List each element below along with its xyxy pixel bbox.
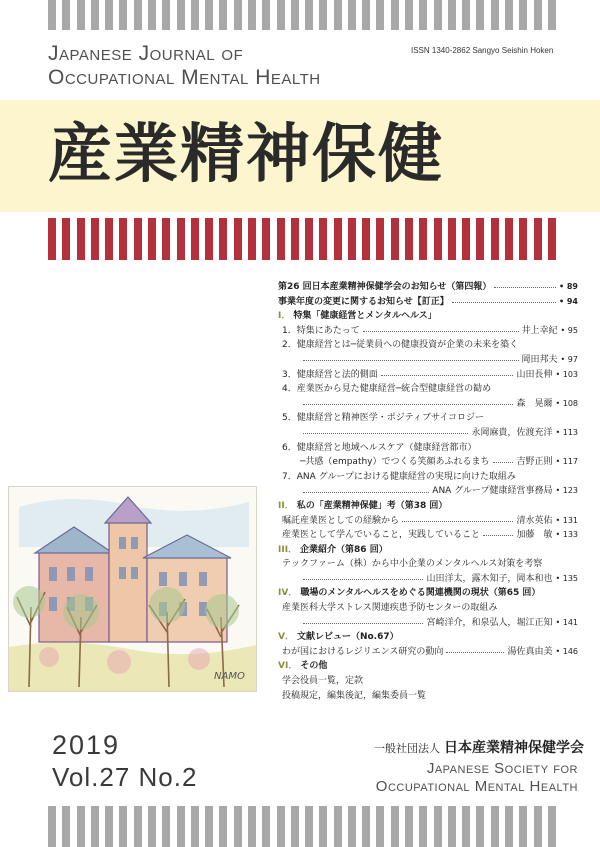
toc-section-number: III． [278,544,298,555]
stripe [548,0,556,30]
toc-leader-dots [483,534,513,536]
toc-leader-dots [381,374,514,376]
stripe [262,218,270,260]
stripe [277,0,285,30]
toc-entry-title: わが国におけるレジリエンス研究の動向 [282,646,444,657]
society-japanese-name [374,737,584,757]
bottom-stripe-band [48,806,556,847]
stripe [205,0,213,30]
toc-section-title: 職場のメンタルヘルスをめぐる関連機関の現状（第65 回） [300,588,541,599]
stripe [291,0,299,30]
stripe [205,218,213,260]
toc-leader-dots [303,491,429,493]
toc-entry-author: 宮崎洋介，和泉弘人，堀江正知 [426,617,553,628]
painting-signature: NAMO [214,671,245,682]
toc-entry-author: 加藤 敏 [516,530,553,541]
stripe [405,0,413,30]
toc-section-number: IV． [278,588,298,599]
stripe [462,806,470,847]
stripe [376,806,384,847]
stripe [205,806,213,847]
stripe [434,0,442,30]
stripe [319,806,327,847]
stripe [262,0,270,30]
stripe [105,806,113,847]
toc-leader-dots [303,359,519,361]
stripe [405,806,413,847]
stripe [476,218,484,260]
stripe [48,218,56,260]
stripe [348,218,356,260]
red-stripe-band [48,218,556,260]
toc-entry-author: 清水英佑 [516,515,553,526]
toc-entry-page: • 133 [555,530,578,540]
stripe [105,0,113,30]
toc-entry-page: • 131 [555,515,578,525]
toc-entry [278,368,578,383]
stripe [291,218,299,260]
stripe [548,806,556,847]
toc-section-title: 特集「健康経営とメンタルヘルス」 [293,311,437,322]
stripe [262,806,270,847]
society-en-line-1: Japanese Society for [426,760,578,777]
toc-section [278,543,578,558]
stripe [491,806,499,847]
stripe [62,0,70,30]
toc-leader-dots [446,651,504,653]
toc-entry [278,484,578,499]
toc-entry [278,324,578,339]
stripe [148,218,156,260]
toc-entry-author: 井上幸紀 [521,325,558,336]
toc-leader-dots [303,578,423,580]
toc-entry-title: 投稿規定，編集後記，編集委員一覧 [282,690,427,701]
stripe [405,218,413,260]
stripe [119,806,127,847]
stripe [419,0,427,30]
stripe [234,0,242,30]
issn-label: ISSN 1340-2862 Sangyo Seishin Hoken [411,46,554,55]
toc-entry [278,528,578,543]
toc-section-number: II． [278,500,294,511]
toc-leader-dots [303,622,423,624]
stripe [319,218,327,260]
stripe [505,218,513,260]
stripe [134,0,142,30]
toc-entry [278,353,578,368]
stripe [48,0,56,30]
toc-entry-title: 2．健康経営とは─従業員への健康投資が企業の未来を築く [282,340,519,351]
toc-entry-title: テックファーム（株）から中小企業のメンタルヘルス対策を考察 [282,559,543,570]
stripe [391,0,399,30]
toc-entry [278,616,578,631]
toc-entry [278,426,578,441]
toc-entry-author: 山田長伸 [516,369,553,380]
toc-section-number: VI． [278,661,298,672]
stripe [391,218,399,260]
toc-entry-title: 産業医科大学ストレス関連疾患予防センターの取組み [282,603,498,614]
toc-entry-author: 永岡麻貴，佐渡充洋 [471,427,553,438]
toc-leader-dots [303,403,513,405]
stripe [248,218,256,260]
stripe [334,0,342,30]
stripe [277,218,285,260]
stripe [191,0,199,30]
toc-section [278,630,578,645]
toc-entry-page: • 94 [558,296,578,306]
stripe [248,806,256,847]
toc-entry [278,295,578,310]
stripe [219,218,227,260]
stripe [548,218,556,260]
toc-entry-author: 森 晃爾 [516,398,553,409]
stripe [462,0,470,30]
toc-entry [278,455,578,470]
stripe [462,218,470,260]
toc-entry-author: 湯佐真由美 [507,646,553,657]
painting-illustration [9,487,256,691]
toc-entry-title: 4．産業医から見た健康経営─統合型健康経営の勧め [282,384,492,395]
stripe [219,806,227,847]
stripe [519,218,527,260]
toc-section-number: I． [278,311,291,322]
toc-section-title: 私の「産業精神保健」考（第38 回） [296,500,448,511]
stripe [448,0,456,30]
stripe [534,806,542,847]
toc-entry [278,280,578,295]
stripe [476,806,484,847]
journal-japanese-title: 産業精神保健 [48,118,444,192]
stripe [177,218,185,260]
stripe [162,0,170,30]
toc-entry-title: 事業年度の変更に関するお知らせ【訂正】 [278,296,449,307]
toc-leader-dots [402,520,513,522]
stripe [91,806,99,847]
toc-section-title: その他 [300,661,328,672]
stripe [162,218,170,260]
stripe [48,806,56,847]
toc-entry-author: 吉野正則 [516,457,553,468]
toc-section [278,586,578,601]
stripe [291,806,299,847]
toc-entry-title: 嘱託産業医としての経験から [282,515,400,526]
toc-entry-author: ANA グループ健康経営事務局 [432,486,553,497]
stripe [348,0,356,30]
stripe [248,0,256,30]
stripe [105,218,113,260]
stripe [505,806,513,847]
stripe [177,0,185,30]
stripe [534,218,542,260]
toc-entry-title: 6．健康経営と地域ヘルスケア（健康経営都市） [282,442,477,453]
toc-entry-page: • 135 [555,573,578,583]
stripe [434,806,442,847]
stripe [234,806,242,847]
stripe [419,218,427,260]
stripe [134,218,142,260]
toc-entry-title: 産業医として学んでいること，実践していること [282,530,481,541]
stripe [91,218,99,260]
stripe [348,806,356,847]
toc-leader-dots [303,432,468,434]
toc-entry-page: • 141 [555,617,578,627]
stripe [519,806,527,847]
toc-entry-page: • 117 [555,457,578,467]
society-english-name [300,760,578,796]
toc-entry-page: • 103 [555,369,578,379]
stripe [177,806,185,847]
society-en-line-2: Occupational Mental Health [375,778,578,795]
top-stripe-band [48,0,556,30]
stripe [491,218,499,260]
toc-entry-page: • 123 [555,486,578,496]
society-name: 日本産業精神保健学会 [444,740,584,756]
stripe [419,806,427,847]
stripe [334,806,342,847]
stripe [362,806,370,847]
toc-section [278,309,578,324]
toc-entry-title: 7．ANA グループにおける健康経営の実現に向けた取組み [282,471,516,482]
stripe [376,218,384,260]
toc-leader-dots [493,461,514,463]
toc-entry-title: ─共感（empathy）でつくる笑顔あふれるまち [300,457,490,468]
stripe [119,218,127,260]
toc-section [278,659,578,674]
toc-leader-dots [494,286,556,288]
toc-entry [278,645,578,660]
toc-entry-page: • 113 [555,427,578,437]
stripe [362,218,370,260]
toc-entry-title: 学会役員一覧，定款 [282,676,364,687]
stripe [62,806,70,847]
toc-entry-author: 岡田邦夫 [521,354,558,365]
toc-section-title: 企業紹介（第86 回） [300,544,388,555]
stripe [119,0,127,30]
toc-entry [278,572,578,587]
stripe [162,806,170,847]
stripe [148,806,156,847]
toc-leader-dots [452,301,556,303]
journal-en-line-2: Occupational Mental Health [48,66,321,89]
stripe [305,218,313,260]
stripe [376,0,384,30]
stripe [434,218,442,260]
toc-entry-page: • 89 [558,282,578,291]
toc-entry-author: 山田洋太，露木知子，岡本和也 [426,573,553,584]
toc-leader-dots [363,330,519,332]
stripe [134,806,142,847]
table-of-contents [278,280,578,703]
stripe [77,0,85,30]
toc-section-number: V． [278,632,294,643]
stripe [62,218,70,260]
toc-entry [278,514,578,529]
stripe [476,0,484,30]
society-prefix: 一般社団法人 [374,742,440,755]
toc-entry-page: • 97 [560,354,578,364]
stripe [91,0,99,30]
stripe [362,0,370,30]
stripe [448,806,456,847]
stripe [491,0,499,30]
stripe [148,0,156,30]
stripe [77,806,85,847]
stripe [305,806,313,847]
stripe [305,0,313,30]
stripe [77,218,85,260]
stripe [391,806,399,847]
stripe [319,0,327,30]
journal-en-line-1: Japanese Journal of [48,42,244,65]
stripe [191,806,199,847]
toc-entry [278,397,578,412]
cover-painting [8,486,257,692]
stripe [505,0,513,30]
journal-english-title [48,42,448,90]
toc-entry-title: 1．特集にあたって [282,325,360,336]
issue-volume: Vol.27 No.2 [52,762,198,792]
toc-section [278,499,578,514]
stripe [191,218,199,260]
stripe [519,0,527,30]
toc-entry-page: • 95 [560,325,578,335]
stripe [448,218,456,260]
toc-entry-title: 3．健康経営と法的側面 [282,369,378,380]
toc-entry-title: 5．健康経営と精神医学・ポジティブサイコロジー [282,413,485,424]
stripe [219,0,227,30]
stripe [334,218,342,260]
stripe [534,0,542,30]
stripe [277,806,285,847]
toc-entry-page: • 108 [555,398,578,408]
stripe [234,218,242,260]
issue-year: 2019 [52,730,121,760]
toc-section-title: 文献レビュー（No.67） [296,632,399,643]
toc-entry-page: • 146 [555,646,578,656]
toc-entry-title: 第26 回日本産業精神保健学会のお知らせ（第四報） [278,282,492,292]
